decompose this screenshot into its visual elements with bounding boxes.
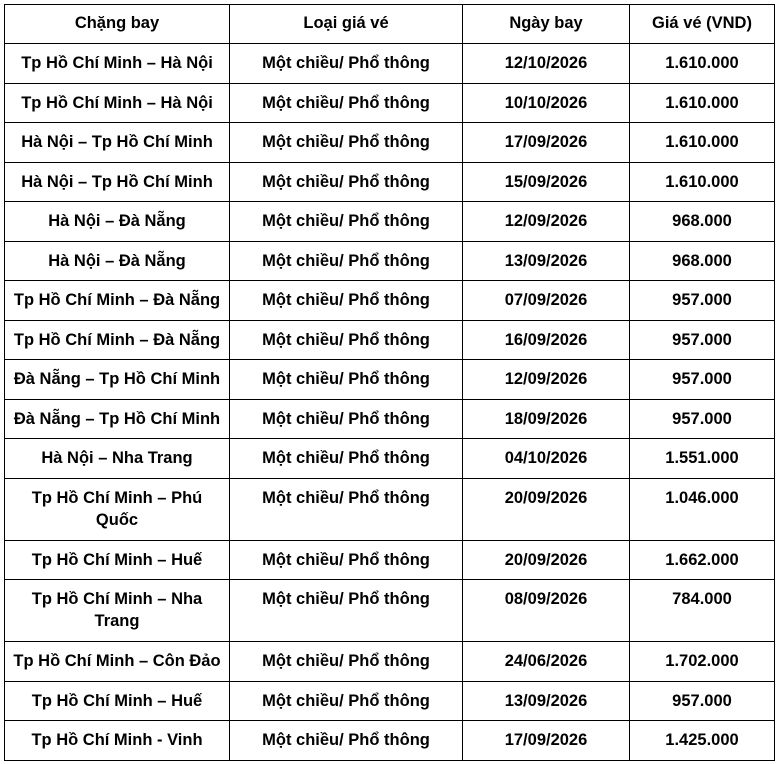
fare-type-cell: Một chiều/ Phổ thông xyxy=(230,281,463,321)
price-cell: 1.610.000 xyxy=(630,123,775,163)
table-row xyxy=(5,478,775,540)
price-cell: 1.702.000 xyxy=(630,642,775,682)
fare-type-cell: Một chiều/ Phổ thông xyxy=(230,123,463,163)
table-row xyxy=(5,399,775,439)
date-cell: 15/09/2026 xyxy=(463,162,630,202)
fare-type-cell: Một chiều/ Phổ thông xyxy=(230,478,463,540)
route-cell: Tp Hồ Chí Minh - Vinh xyxy=(5,721,230,761)
price-cell: 957.000 xyxy=(630,281,775,321)
table-row xyxy=(5,320,775,360)
route-cell: Tp Hồ Chí Minh – Côn Đảo xyxy=(5,642,230,682)
date-cell: 04/10/2026 xyxy=(463,439,630,479)
route-cell: Tp Hồ Chí Minh – Nha Trang xyxy=(5,580,230,642)
route-cell: Hà Nội – Đà Nẵng xyxy=(5,241,230,281)
price-cell: 957.000 xyxy=(630,399,775,439)
date-cell: 12/10/2026 xyxy=(463,44,630,84)
route-cell: Tp Hồ Chí Minh – Huế xyxy=(5,540,230,580)
date-cell: 13/09/2026 xyxy=(463,241,630,281)
date-cell: 17/09/2026 xyxy=(463,721,630,761)
fare-type-cell: Một chiều/ Phổ thông xyxy=(230,162,463,202)
table-row xyxy=(5,681,775,721)
price-cell: 957.000 xyxy=(630,360,775,400)
fare-type-cell: Một chiều/ Phổ thông xyxy=(230,83,463,123)
route-cell: Tp Hồ Chí Minh – Hà Nội xyxy=(5,44,230,84)
table-header xyxy=(5,5,775,44)
table-row xyxy=(5,162,775,202)
header-route: Chặng bay xyxy=(5,5,230,44)
date-cell: 20/09/2026 xyxy=(463,540,630,580)
route-cell: Hà Nội – Tp Hồ Chí Minh xyxy=(5,162,230,202)
route-cell: Tp Hồ Chí Minh – Đà Nẵng xyxy=(5,320,230,360)
price-cell: 1.610.000 xyxy=(630,162,775,202)
fare-type-cell: Một chiều/ Phổ thông xyxy=(230,399,463,439)
date-cell: 10/10/2026 xyxy=(463,83,630,123)
route-cell: Đà Nẵng – Tp Hồ Chí Minh xyxy=(5,360,230,400)
fare-type-cell: Một chiều/ Phổ thông xyxy=(230,721,463,761)
fare-table xyxy=(4,4,775,761)
table-row xyxy=(5,123,775,163)
route-cell: Tp Hồ Chí Minh – Phú Quốc xyxy=(5,478,230,540)
date-cell: 18/09/2026 xyxy=(463,399,630,439)
table-row xyxy=(5,642,775,682)
route-cell: Hà Nội – Nha Trang xyxy=(5,439,230,479)
table-row xyxy=(5,202,775,242)
date-cell: 20/09/2026 xyxy=(463,478,630,540)
table-row xyxy=(5,540,775,580)
date-cell: 13/09/2026 xyxy=(463,681,630,721)
fare-type-cell: Một chiều/ Phổ thông xyxy=(230,580,463,642)
table-row xyxy=(5,721,775,761)
table-row xyxy=(5,241,775,281)
table-row xyxy=(5,44,775,84)
price-cell: 1.425.000 xyxy=(630,721,775,761)
price-cell: 968.000 xyxy=(630,202,775,242)
fare-type-cell: Một chiều/ Phổ thông xyxy=(230,439,463,479)
date-cell: 17/09/2026 xyxy=(463,123,630,163)
price-cell: 784.000 xyxy=(630,580,775,642)
fare-type-cell: Một chiều/ Phổ thông xyxy=(230,642,463,682)
price-cell: 968.000 xyxy=(630,241,775,281)
fare-type-cell: Một chiều/ Phổ thông xyxy=(230,540,463,580)
price-cell: 957.000 xyxy=(630,320,775,360)
table-row xyxy=(5,360,775,400)
route-cell: Hà Nội – Tp Hồ Chí Minh xyxy=(5,123,230,163)
table-row xyxy=(5,439,775,479)
price-cell: 1.046.000 xyxy=(630,478,775,540)
price-cell: 1.610.000 xyxy=(630,83,775,123)
route-cell: Hà Nội – Đà Nẵng xyxy=(5,202,230,242)
price-cell: 1.662.000 xyxy=(630,540,775,580)
date-cell: 12/09/2026 xyxy=(463,202,630,242)
date-cell: 12/09/2026 xyxy=(463,360,630,400)
fare-type-cell: Một chiều/ Phổ thông xyxy=(230,202,463,242)
price-cell: 957.000 xyxy=(630,681,775,721)
route-cell: Tp Hồ Chí Minh – Huế xyxy=(5,681,230,721)
route-cell: Tp Hồ Chí Minh – Đà Nẵng xyxy=(5,281,230,321)
header-fare-type: Loại giá vé xyxy=(230,5,463,44)
table-row xyxy=(5,580,775,642)
date-cell: 24/06/2026 xyxy=(463,642,630,682)
header-price: Giá vé (VND) xyxy=(630,5,775,44)
fare-type-cell: Một chiều/ Phổ thông xyxy=(230,44,463,84)
header-row xyxy=(5,5,775,44)
price-cell: 1.551.000 xyxy=(630,439,775,479)
date-cell: 16/09/2026 xyxy=(463,320,630,360)
date-cell: 07/09/2026 xyxy=(463,281,630,321)
route-cell: Tp Hồ Chí Minh – Hà Nội xyxy=(5,83,230,123)
route-cell: Đà Nẵng – Tp Hồ Chí Minh xyxy=(5,399,230,439)
table-row xyxy=(5,281,775,321)
price-cell: 1.610.000 xyxy=(630,44,775,84)
fare-type-cell: Một chiều/ Phổ thông xyxy=(230,681,463,721)
fare-type-cell: Một chiều/ Phổ thông xyxy=(230,241,463,281)
table-body xyxy=(5,44,775,761)
header-date: Ngày bay xyxy=(463,5,630,44)
fare-type-cell: Một chiều/ Phổ thông xyxy=(230,320,463,360)
fare-type-cell: Một chiều/ Phổ thông xyxy=(230,360,463,400)
date-cell: 08/09/2026 xyxy=(463,580,630,642)
table-row xyxy=(5,83,775,123)
